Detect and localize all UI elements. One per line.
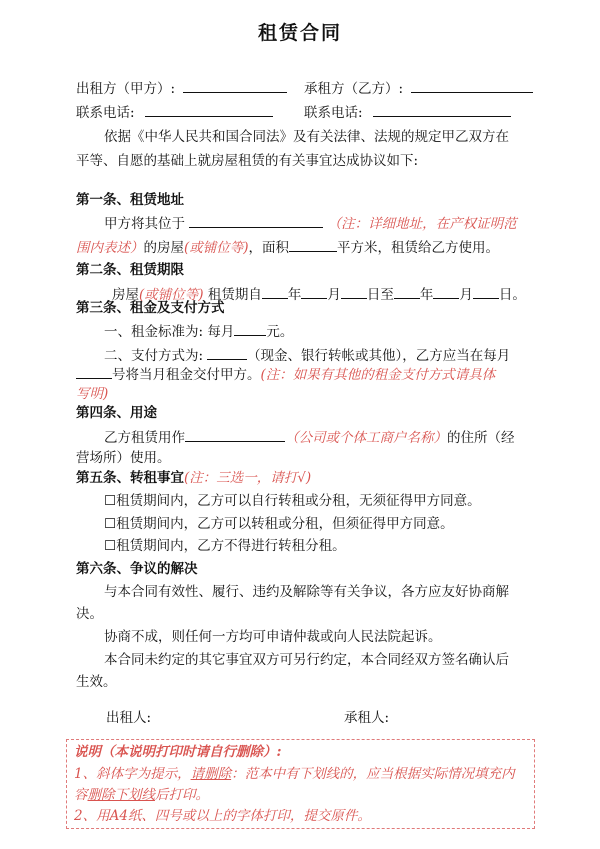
document-title: 租赁合同	[257, 22, 342, 44]
article2-pre: 房屋	[112, 287, 139, 303]
note-2-a: 容	[74, 787, 88, 803]
note-line-3: 2、用A4纸、四号或以上的字体打印，提交原件。	[74, 808, 371, 824]
address-blank[interactable]	[189, 213, 323, 228]
sublet-option-1[interactable]: ☐租赁期间内，乙方可以自行转租或分租，无须征得甲方同意。	[104, 493, 481, 509]
article3-heading: 第三条、租金及支付方式	[76, 300, 225, 316]
end-year-blank[interactable]	[394, 284, 420, 299]
article3-line-1	[104, 321, 293, 342]
payment-day-tail: 号将当月租金交付甲方。	[112, 367, 261, 383]
usage-label: 乙方租赁用作	[104, 430, 185, 446]
note-title: 说明（本说明打印时请自行删除）:	[74, 744, 282, 760]
article1-line-2	[76, 237, 499, 258]
article1-heading: 第一条、租赁地址	[76, 192, 184, 208]
lessor-line	[76, 78, 287, 99]
lessor-signature[interactable]: 出租人:	[106, 710, 152, 726]
sublet-option-3[interactable]: ☐租赁期间内，乙方不得进行转租分租。	[104, 538, 346, 554]
article6-p2: 协商不成，则任何一方均可申请仲裁或向人民法院起诉。	[104, 629, 442, 645]
article1-hint-3: (或铺位等)	[184, 240, 249, 256]
article6-p1-b: 决。	[76, 606, 103, 622]
day-label-2: 日。	[498, 287, 526, 303]
lessee-signature[interactable]: 承租人:	[344, 710, 390, 726]
note-2-c: 后打印。	[155, 787, 209, 803]
article1-pre: 甲方将其位于	[104, 216, 185, 232]
article3-hint-1: (注：如果有其他的租金支付方式请具体	[260, 367, 496, 383]
note-line-1	[74, 764, 515, 784]
article1-tail: 平方米，租赁给乙方使用。	[337, 240, 500, 256]
article5-heading: 第五条、转租事宜	[76, 470, 184, 486]
note-1-a: 1、斜体字为提示，	[74, 766, 191, 782]
day-to-label: 日至	[366, 287, 394, 303]
start-year-blank[interactable]	[262, 284, 288, 299]
article2-hint: (或铺位等)	[139, 287, 204, 303]
month-label-1: 月	[327, 287, 341, 303]
phone-a-line	[76, 102, 273, 123]
article1-line-1	[104, 213, 517, 234]
article3-line-4	[76, 384, 108, 404]
phone-b-blank[interactable]	[373, 102, 511, 117]
start-month-blank[interactable]	[301, 284, 327, 299]
term-start-label: 租赁期自	[207, 287, 262, 303]
rent-blank[interactable]	[234, 321, 266, 336]
lessor-label: 出租方（甲方）:	[76, 81, 176, 97]
article5-heading-line	[76, 468, 311, 488]
usage-blank[interactable]	[185, 427, 285, 442]
rent-unit: 元。	[266, 324, 294, 340]
note-1-b: 请删除	[190, 766, 232, 782]
month-label-2: 月	[459, 287, 473, 303]
lessor-blank[interactable]	[183, 78, 287, 93]
article5-hint: (注：三选一，请打√)	[184, 470, 312, 486]
end-month-blank[interactable]	[433, 284, 459, 299]
article4-line-2: 营场所）使用。	[76, 450, 171, 466]
lessee-blank[interactable]	[411, 78, 533, 93]
payment-method-label: 二、支付方式为:	[104, 348, 204, 364]
phone-a-label: 联系电话:	[76, 105, 135, 121]
article6-p3-b: 生效。	[76, 674, 117, 690]
note-2-b: 删除下划线	[87, 787, 155, 803]
article1-mid: 的房屋	[143, 240, 184, 256]
article3-line-2	[104, 345, 510, 366]
article3-line-3	[76, 364, 495, 385]
phone-b-label: 联系电话:	[304, 105, 363, 121]
article6-p3-a: 本合同未约定的其它事宜双方可另行约定，本合同经双方签名确认后	[104, 652, 509, 668]
article6-p1-a: 与本合同有效性、履行、违约及解除等有关争议，各方应友好协商解	[104, 584, 509, 600]
intro-line-1: 依据《中华人民共和国合同法》及有关法律、法规的规定甲乙双方在	[104, 129, 509, 145]
phone-a-blank[interactable]	[145, 102, 273, 117]
usage-tail: 的住所（经	[447, 430, 515, 446]
intro-line-2: 平等、自愿的基础上就房屋租赁的有关事宜达成协议如下:	[76, 153, 419, 169]
phone-b-line	[304, 102, 511, 123]
note-line-2	[74, 785, 209, 805]
article1-hint-1: （注：详细地址，在产权证明范	[327, 216, 517, 232]
article4-hint: （公司或个体工商户名称）	[285, 430, 447, 446]
payment-method-blank[interactable]	[207, 345, 247, 360]
article4-heading: 第四条、用途	[76, 405, 157, 421]
note-1-c: ：范本中有下划线的，应当根据实际情况填充内	[231, 766, 515, 782]
sublet-option-2[interactable]: ☐租赁期间内，乙方可以转租或分租，但须征得甲方同意。	[104, 516, 454, 532]
payment-method-tail: （现金、银行转帐或其他），乙方应当在每月	[247, 348, 511, 364]
lessee-line	[304, 78, 533, 99]
article1-hint-2: 围内表述）	[76, 240, 144, 256]
payment-day-blank[interactable]	[76, 364, 112, 379]
lessee-label: 承租方（乙方）:	[304, 81, 404, 97]
end-day-blank[interactable]	[473, 284, 499, 299]
area-label: ，面积	[248, 240, 290, 256]
article6-heading: 第六条、争议的解决	[76, 561, 198, 577]
article2-heading: 第二条、租赁期限	[76, 262, 184, 278]
year-label-1: 年	[287, 287, 302, 303]
article4-line-1	[104, 427, 515, 448]
rent-label: 一、租金标准为: 每月	[104, 324, 235, 340]
article3-hint-2: 写明)	[76, 386, 109, 402]
area-blank[interactable]	[289, 237, 337, 252]
start-day-blank[interactable]	[341, 284, 367, 299]
year-label-2: 年	[419, 287, 434, 303]
